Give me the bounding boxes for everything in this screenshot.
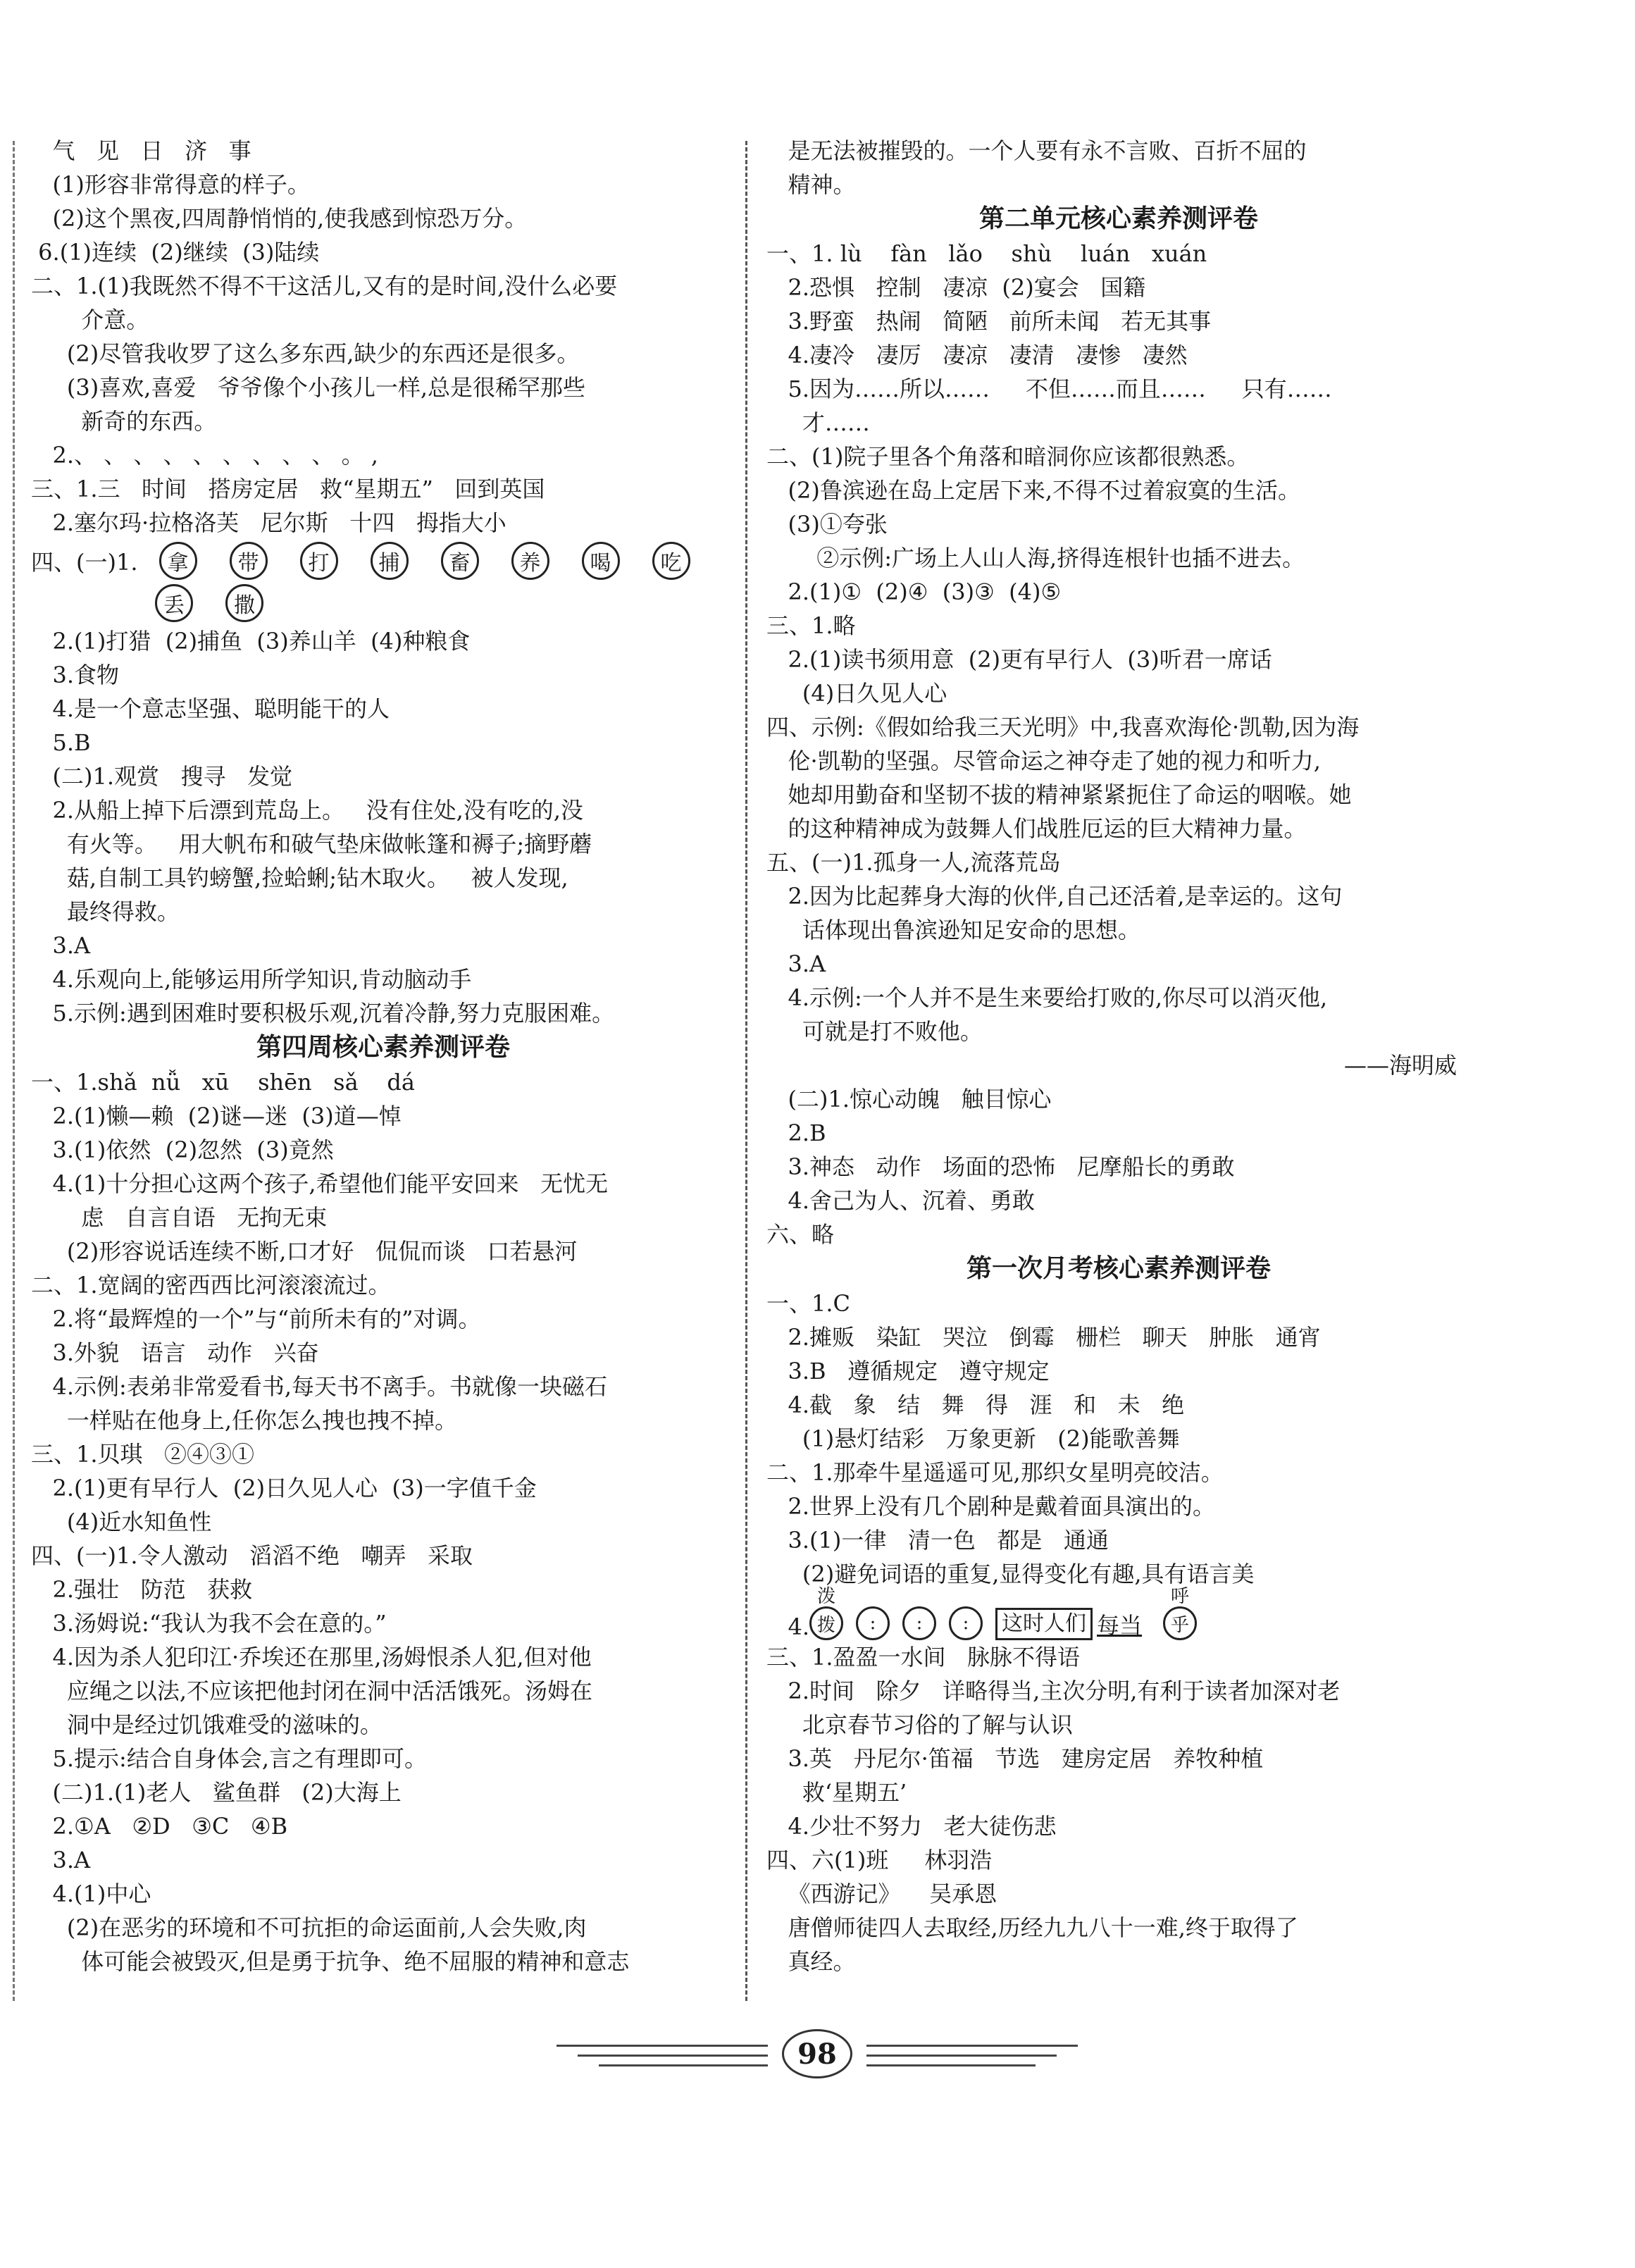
circled-char: 畜 (441, 542, 479, 580)
right-line: 2.恐惧 控制 凄凉 (2)宴会 国籍 (766, 274, 1146, 301)
correction-mark-1-upper: 泼 (817, 1586, 836, 1607)
colon-mark (902, 1587, 936, 1640)
left-line: 一样贴在他身上,任你怎么拽也拽不掉。 (31, 1407, 458, 1434)
colon-mark-circle: : (856, 1606, 890, 1640)
right-line: 四、六(1)班 林羽浩 (766, 1847, 993, 1873)
right-line: 话体现出鲁滨逊知足安命的思想。 (766, 917, 1140, 943)
correction-mark-2-upper: 呼 (1171, 1586, 1190, 1607)
left-line: 新奇的东西。 (31, 408, 217, 435)
left-line: (3)喜欢,喜爱 爷爷像个小孩儿一样,总是很稀罕那些 (31, 374, 586, 401)
footer-line (866, 2055, 1057, 2057)
right-line: 2.B (766, 1120, 826, 1146)
left-line: 体可能会被毁灭,但是勇于抗争、绝不屈服的精神和意志 (31, 1948, 630, 1975)
left-line: 2.塞尔玛·拉格洛芙 尼尔斯 十四 拇指大小 (31, 509, 506, 536)
right-line: 可就是打不败他。 (766, 1018, 983, 1045)
correction-mark-1 (809, 1587, 843, 1640)
right-line: 4.截 象 结 舞 得 涯 和 未 绝 (766, 1392, 1185, 1418)
left-line: 4.因为杀人犯印江·乔埃还在那里,汤姆恨杀人犯,但对他 (31, 1644, 592, 1671)
left-line: 3.A (31, 932, 91, 959)
left-column (31, 134, 735, 1978)
right-line: 一、1.C (766, 1290, 851, 1317)
left-line: 5.示例:遇到困难时要积极乐观,沉着冷静,努力克服困难。 (31, 1000, 615, 1027)
right-line: 真经。 (766, 1948, 856, 1975)
right-line: 三、1.略 (766, 612, 856, 639)
left-line: 三、1.三 时间 搭房定居 救“星期五” 回到英国 (31, 476, 545, 502)
right-line: 唐僧师徒四人去取经,历经九九八十一难,终于取得了 (766, 1914, 1298, 1941)
left-line: 一、1.shǎ nǚ xū shēn sǎ dá (31, 1069, 415, 1096)
right-line: 二、(1)院子里各个角落和暗洞你应该都很熟悉。 (766, 443, 1250, 470)
left-line: (4)近水知鱼性 (31, 1508, 212, 1535)
left-line: 4.(1)中心 (31, 1880, 151, 1907)
left-line: 3.食物 (31, 662, 120, 688)
right-column (766, 134, 1471, 1978)
left-line: 二、1.(1)我既然不得不干这活儿,又有的是时间,没什么必要 (31, 273, 618, 299)
underlined-phrase: 每当 (1097, 1612, 1143, 1639)
right-line: 她却用勤奋和坚韧不拔的精神紧紧扼住了命运的咽喉。她 (766, 781, 1352, 808)
right-line: 2.(1)读书须用意 (2)更有早行人 (3)听君一席话 (766, 646, 1272, 673)
right-line: 三、1.盈盈一水间 脉脉不得语 (766, 1644, 1081, 1671)
section-heading-unit2: 第二单元核心素养测评卷 (978, 204, 1258, 233)
right-line: 的这种精神成为鼓舞人们战胜厄运的巨大精神力量。 (766, 815, 1307, 842)
left-line: 4.是一个意志坚强、聪明能干的人 (31, 695, 390, 722)
left-line: 4.(1)十分担心这两个孩子,希望他们能平安回来 无忧无 (31, 1170, 609, 1197)
right-line: 3.神态 动作 场面的恐怖 尼摩船长的勇敢 (766, 1153, 1235, 1180)
circle-answer-row-1 (31, 540, 735, 582)
left-line: 4.示例:表弟非常爱看书,每天书不离手。书就像一块磁石 (31, 1373, 608, 1400)
circled-char: 撒 (225, 584, 263, 622)
left-line: 2.(1)更有早行人 (2)日久见人心 (3)一字值千金 (31, 1475, 537, 1501)
left-line: 有火等。 用大帆布和破气垫床做帐篷和褥子;摘野蘑 (31, 831, 592, 857)
circled-char: 养 (511, 542, 549, 580)
right-line: 四、示例:《假如给我三天光明》中,我喜欢海伦·凯勒,因为海 (766, 714, 1360, 740)
right-line: 2.(1)① (2)④ (3)③ (4)⑤ (766, 578, 1062, 605)
left-line: 5.提示:结合自身体会,言之有理即可。 (31, 1745, 428, 1772)
page-number: 98 (782, 2029, 852, 2078)
colon-mark (949, 1587, 983, 1640)
left-line: (2)在恶劣的环境和不可抗拒的命运面前,人会失败,肉 (31, 1914, 587, 1941)
left-line: 三、1.贝琪 ②④③① (31, 1441, 255, 1468)
left-line: 气 见 日 济 事 (31, 137, 251, 164)
right-line: (1)悬灯结彩 万象更新 (2)能歌善舞 (766, 1425, 1180, 1452)
right-line: 4.示例:一个人并不是生来要给打败的,你尽可以消灭他, (766, 984, 1328, 1011)
circled-char: 捕 (371, 542, 409, 580)
section-heading-monthly-test: 第一次月考核心素养测评卷 (966, 1254, 1271, 1283)
right-line: 2.因为比起葬身大海的伙伴,自己还活着,是幸运的。这句 (766, 883, 1343, 910)
left-line: 5.B (31, 729, 91, 756)
right-line: 4.舍己为人、沉着、勇敢 (766, 1187, 1036, 1214)
left-line: (2)这个黑夜,四周静悄悄的,使我感到惊恐万分。 (31, 205, 528, 232)
right-line: 救‘星期五’ (766, 1779, 907, 1806)
circled-char: 带 (230, 542, 268, 580)
left-line: 2.、 、 、 、 、 、 、 、 、 。 , (31, 442, 378, 469)
right-line: (2)避免词语的重复,显得变化有趣,具有语言美 (766, 1561, 1255, 1587)
right-line: 五、(一)1.孤身一人,流落荒岛 (766, 849, 1061, 876)
right-line: 精神。 (766, 171, 856, 198)
correction-marks-row (766, 1586, 1471, 1640)
right-line: 伦·凯勒的坚强。尽管命运之神夺走了她的视力和听力, (766, 748, 1321, 774)
right-line: 2.时间 除夕 详略得当,主次分明,有利于读者加深对老 (766, 1678, 1341, 1704)
right-line: 3.野蛮 热闹 简陋 前所未闻 若无其事 (766, 308, 1212, 335)
circle-answer-row-2 (31, 582, 735, 624)
boxed-phrase: 这时人们 (995, 1608, 1093, 1640)
left-line: 洞中是经过饥饿难受的滋味的。 (31, 1711, 383, 1738)
footer-line (578, 2055, 768, 2057)
page-footer (0, 2029, 1635, 2086)
left-line: 应绳之以法,不应该把他封闭在洞中活活饿死。汤姆在 (31, 1678, 593, 1704)
left-line: 虑 自言自语 无拘无束 (31, 1204, 328, 1231)
left-line: 菇,自制工具钓螃蟹,捡蛤蜊;钻木取火。 被人发现, (31, 865, 568, 891)
right-line: (3)①夸张 (766, 511, 888, 538)
right-line: 六、略 (766, 1221, 835, 1248)
right-line: 2.摊贩 染缸 哭泣 倒霉 栅栏 聊天 肿胀 通宵 (766, 1324, 1321, 1351)
circled-char: 吃 (652, 542, 690, 580)
left-line: (1)形容非常得意的样子。 (31, 171, 310, 198)
right-line: ②示例:广场上人山人海,挤得连根针也插不进去。 (766, 545, 1305, 571)
left-line: 2.①A ②D ③C ④B (31, 1813, 288, 1840)
left-line: (2)形容说话连续不断,口才好 侃侃而谈 口若悬河 (31, 1238, 578, 1265)
right-line: 5.因为……所以…… 不但……而且…… 只有…… (766, 376, 1332, 402)
colon-mark (856, 1587, 890, 1640)
left-edge-dashes (13, 141, 15, 2001)
right-line: 才…… (766, 409, 870, 436)
right-line: 2.世界上没有几个剧种是戴着面具演出的。 (766, 1493, 1216, 1520)
left-line: 6.(1)连续 (2)继续 (3)陆续 (31, 239, 320, 266)
left-line: 3.汤姆说:“我认为我不会在意的。” (31, 1610, 387, 1637)
footer-line (557, 2045, 768, 2047)
right-line: 二、1.那牵牛星遥遥可见,那织女星明亮皎洁。 (766, 1459, 1224, 1486)
footer-line (866, 2045, 1078, 2047)
left-line: 3.A (31, 1847, 91, 1873)
colon-mark-circle: : (949, 1606, 983, 1640)
right-line: (2)鲁滨逊在岛上定居下来,不得不过着寂寞的生活。 (766, 477, 1301, 504)
left-line: 3.(1)依然 (2)忽然 (3)竟然 (31, 1136, 334, 1163)
left-line: 2.将“最辉煌的一个”与“前所未有的”对调。 (31, 1306, 481, 1332)
correction-mark-1-circle: 拨 (809, 1606, 843, 1640)
circled-char: 拿 (159, 542, 197, 580)
right-line: 《西游记》 吴承恩 (766, 1880, 997, 1907)
right-line: 4.凄冷 凄厉 凄凉 凄清 凄惨 凄然 (766, 342, 1188, 368)
right-line: (4)日久见人心 (766, 680, 947, 707)
left-line: 介意。 (31, 306, 149, 333)
correction-mark-2 (1163, 1587, 1197, 1640)
left-line: 2.强壮 防范 获救 (31, 1576, 253, 1603)
right-line: (二)1.惊心动魄 触目惊心 (766, 1086, 1052, 1113)
row4-prefix: 4. (766, 1613, 810, 1640)
left-line: (二)1.观赏 搜寻 发觉 (31, 763, 293, 790)
left-line: (2)尽管我收罗了这么多东西,缺少的东西还是很多。 (31, 340, 580, 367)
circles-prefix: 四、(一)1. (31, 549, 138, 576)
right-line: 一、1. lù fàn lǎo shù luán xuán (766, 240, 1207, 267)
left-line: 2.(1)打猎 (2)捕鱼 (3)养山羊 (4)种粮食 (31, 628, 471, 655)
left-line: 最终得救。 (31, 898, 180, 925)
circled-char: 丢 (155, 584, 193, 622)
right-line: 是无法被摧毁的。一个人要有永不言败、百折不屈的 (766, 137, 1307, 164)
right-line: 4.少壮不努力 老大徒伤悲 (766, 1813, 1057, 1840)
correction-mark-2-circle: 乎 (1163, 1606, 1197, 1640)
left-line: (二)1.(1)老人 鲨鱼群 (2)大海上 (31, 1779, 402, 1806)
circled-char: 喝 (582, 542, 620, 580)
footer-line (866, 2064, 1036, 2066)
left-line: 四、(一)1.令人激动 滔滔不绝 嘲弄 采取 (31, 1542, 473, 1569)
right-line: 3.B 遵循规定 遵守规定 (766, 1358, 1050, 1384)
left-line: 4.乐观向上,能够运用所学知识,肯动脑动手 (31, 966, 472, 993)
section-heading-week4: 第四周核心素养测评卷 (256, 1033, 510, 1062)
left-line: 3.外貌 语言 动作 兴奋 (31, 1339, 319, 1366)
right-line: 3.(1)一律 清一色 都是 通通 (766, 1527, 1109, 1554)
left-line: 二、1.宽阔的密西西比河滚滚流过。 (31, 1272, 391, 1299)
right-line: 3.英 丹尼尔·笛福 节选 建房定居 养牧种植 (766, 1745, 1264, 1772)
right-line: 北京春节习俗的了解与认识 (766, 1711, 1073, 1738)
left-line: 2.从船上掉下后漂到荒岛上。 没有住处,没有吃的,没 (31, 797, 583, 824)
footer-line (599, 2064, 768, 2066)
right-line: 3.A (766, 950, 826, 977)
column-divider (745, 141, 747, 2001)
circled-char: 打 (300, 542, 338, 580)
attribution: ——海明威 (1343, 1052, 1457, 1079)
left-line: 2.(1)懒—赖 (2)谜—迷 (3)道—悼 (31, 1103, 402, 1129)
colon-mark-circle: : (902, 1606, 936, 1640)
